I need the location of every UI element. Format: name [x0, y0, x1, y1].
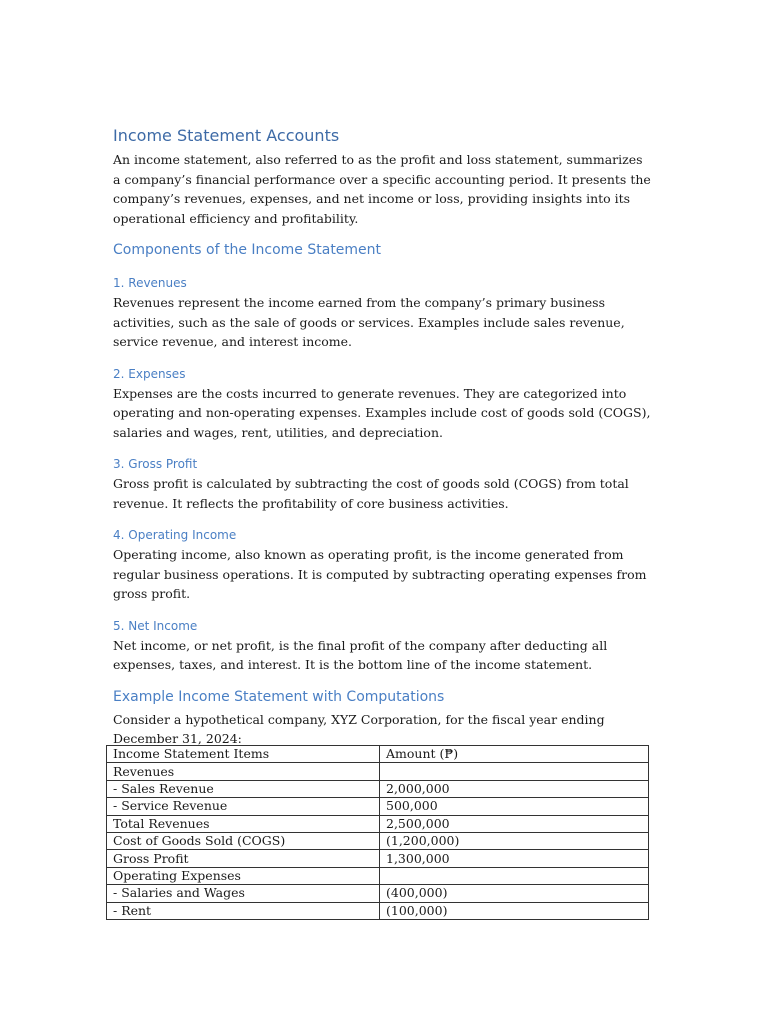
section-title-expenses: 2. Expenses: [113, 366, 186, 381]
table-cell-amount: 1,300,000: [380, 850, 649, 867]
table-cell-item: - Service Revenue: [107, 798, 380, 815]
table-cell-amount: (100,000): [380, 902, 649, 919]
table-cell-amount: [380, 867, 649, 884]
table-cell-item: - Salaries and Wages: [107, 885, 380, 902]
table-cell-amount: 500,000: [380, 798, 649, 815]
table-cell-item: - Sales Revenue: [107, 780, 380, 797]
section-title-operating-income: 4. Operating Income: [113, 528, 237, 542]
table-row: [107, 780, 649, 797]
components-heading: Components of the Income Statement: [113, 242, 382, 258]
table-row: [107, 798, 649, 815]
table-cell-item: Operating Expenses: [107, 867, 380, 884]
section-title-revenues: 1. Revenues: [113, 276, 187, 290]
table-cell-amount: [380, 763, 649, 780]
table-row: [107, 850, 649, 867]
table-cell-amount: 2,000,000: [380, 780, 649, 797]
example-intro: Consider a hypothetical company, XYZ Corporation, for the fiscal year ending December 31, 2024:: [113, 711, 605, 746]
section-body-net-income: Net income, or net profit, is the final profit of the company after deducting all expenses, taxes, and interest. It is the bottom line of the income statement.: [113, 637, 608, 672]
table-cell-amount: (1,200,000): [380, 832, 649, 849]
section-body-expenses: Expenses are the costs incurred to generate revenues. They are categorized into operating and non-operating expenses. Examples include cost of goods sold (COGS), salaries and wages, rent, utilities, and depreciation.: [113, 385, 651, 440]
table-cell-amount: 2,500,000: [380, 815, 649, 832]
table-header-row: [107, 746, 649, 763]
table-header-cell: Amount (₱): [380, 746, 649, 763]
section-title-gross-profit: 3. Gross Profit: [113, 457, 198, 471]
section-body-revenues: Revenues represent the income earned from the company’s primary business activities, such as the sale of goods or services. Examples include sales revenue, service revenue, and interest income.: [113, 295, 625, 349]
table-row: [107, 763, 649, 780]
example-heading: Example Income Statement with Computations: [113, 688, 445, 705]
table-row: [107, 867, 649, 884]
intro-paragraph: An income statement, also referred to as the profit and loss statement, summarizes a company’s financial performance over a specific accounting period. It presents the company’s revenues, expenses, and net income or loss, providing insights into its operational efficiency and profitability.: [113, 152, 651, 226]
table-row: [107, 815, 649, 832]
table-row: [107, 885, 649, 902]
document-page: [113, 126, 653, 749]
table-row: [107, 832, 649, 849]
section-title-net-income: 5. Net Income: [113, 618, 198, 633]
table-cell-item: Revenues: [107, 763, 380, 780]
section-body-operating-income: Operating income, also known as operating profit, is the income generated from regular business operations. It is computed by subtracting operating expenses from gross profit.: [113, 547, 647, 601]
table-cell-amount: (400,000): [380, 885, 649, 902]
table-header-cell: Income Statement Items: [107, 746, 380, 763]
table-cell-item: Gross Profit: [107, 850, 380, 867]
section-body-gross-profit: Gross profit is calculated by subtracting the cost of goods sold (COGS) from total revenue. It reflects the profitability of core business activities.: [113, 476, 629, 511]
income-statement-table: [106, 745, 649, 920]
page-title: Income Statement Accounts: [113, 126, 340, 145]
table-cell-item: Cost of Goods Sold (COGS): [107, 832, 380, 849]
table-cell-item: - Rent: [107, 902, 380, 919]
table-row: [107, 902, 649, 919]
table-cell-item: Total Revenues: [107, 815, 380, 832]
